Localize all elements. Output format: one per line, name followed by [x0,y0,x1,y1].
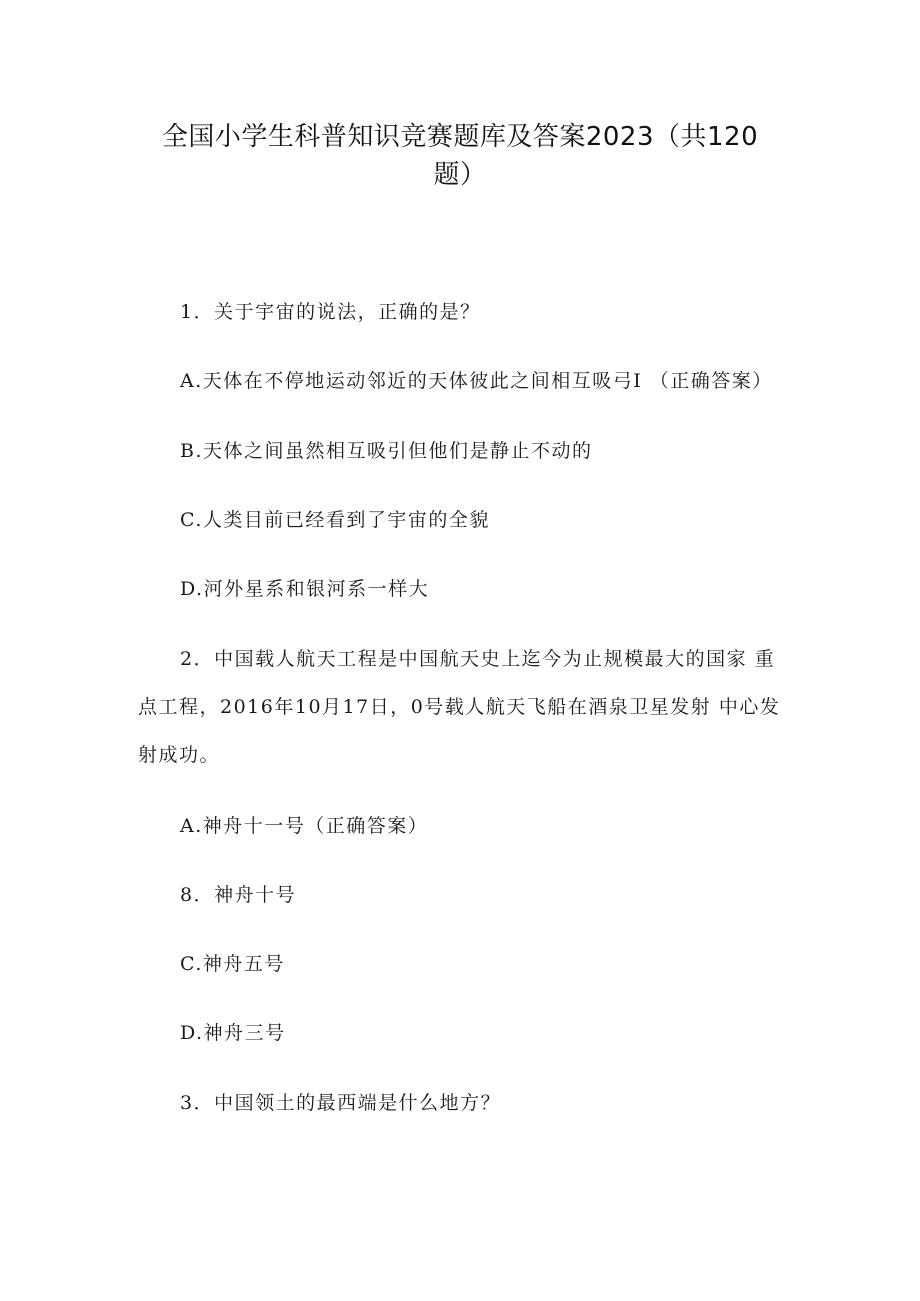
question-1-option-a: A.天体在不停地运动邻近的天体彼此之间相互吸弓I （正确答案） [180,370,773,392]
question-1-option-b: B.天体之间虽然相互吸引但他们是静止不动的 [180,440,593,462]
title-line-2: 题） [433,160,487,190]
question-2-stem-line-3: 射成功。 [138,744,221,766]
question-1-stem: 1．关于宇宙的说法，正确的是？ [180,301,481,323]
question-2-stem-line-1: 2．中国载人航天工程是中国航天史上迄今为止规模最大的国家 重 [180,648,776,670]
question-3-stem: 3．中国领土的最西端是什么地方？ [180,1092,502,1114]
question-1-option-d: D.河外星系和银河系一样大 [180,578,430,600]
question-2-option-b: 8．神舟十号 [180,884,297,906]
question-1-option-c: C.人类目前已经看到了宇宙的全貌 [180,509,490,531]
title-line-1: 全国小学生科普知识竞赛题库及答案2023（共120 [161,122,759,152]
question-2-stem-line-2: 点工程，2016年10月17日，0号载人航天飞船在酒泉卫星发射 中心发 [138,696,781,718]
document-title [120,118,800,194]
question-2-option-d: D.神舟三号 [180,1022,286,1044]
question-2-option-c: C.神舟五号 [180,953,285,975]
question-2-option-a: A.神舟十一号（正确答案） [180,815,429,837]
